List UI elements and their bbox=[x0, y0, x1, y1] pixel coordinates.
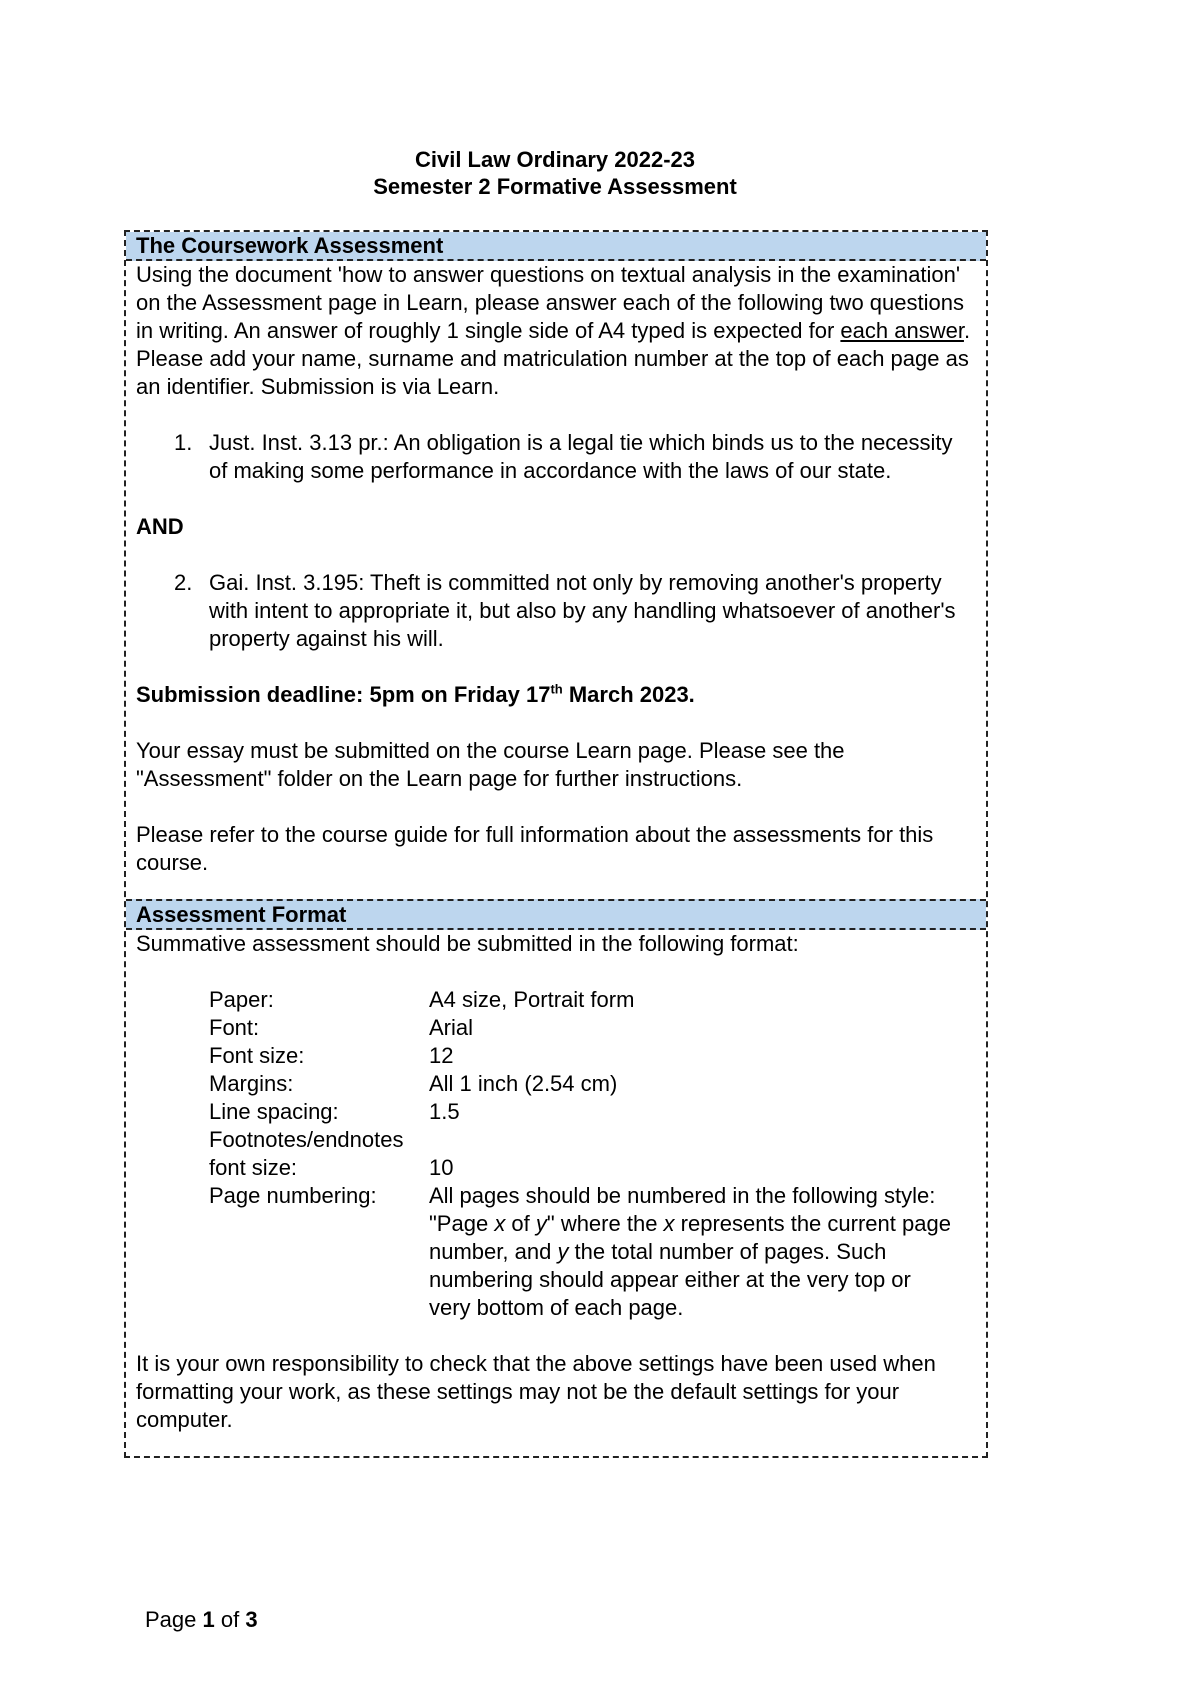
coursework-header: The Coursework Assessment bbox=[126, 232, 986, 261]
intro-text-2: . Please add your name, surname and matriculation number at the top of each page as an identifier. Submission is via Learn. bbox=[136, 318, 971, 399]
format-row bbox=[136, 1098, 976, 1126]
submission-instructions: Your essay must be submitted on the course Learn page. Please see the "Assessment" folder on the Learn page for further instructions. bbox=[136, 738, 845, 791]
pn-text: " where the bbox=[546, 1211, 664, 1236]
pn-text: All pages should be numbered in the following style: "Page bbox=[429, 1183, 936, 1236]
format-label: Line spacing: bbox=[209, 1099, 339, 1124]
responsibility-note: It is your own responsibility to check that the above settings have been used when formatting your work, as these settings may not be the default settings for your computer. bbox=[136, 1351, 936, 1432]
format-label: Font: bbox=[209, 1015, 260, 1040]
intro-underlined: each answer bbox=[840, 318, 964, 343]
format-label: font size: bbox=[209, 1155, 298, 1180]
submission-deadline bbox=[136, 681, 976, 709]
format-row-page-numbering bbox=[136, 1182, 976, 1322]
format-value: 10 bbox=[429, 1155, 454, 1180]
and-label: AND bbox=[136, 514, 184, 539]
page-numbering-value bbox=[429, 1182, 976, 1322]
format-label: Paper: bbox=[209, 987, 274, 1012]
format-body bbox=[126, 930, 986, 1456]
format-value: Arial bbox=[429, 1015, 474, 1040]
deadline-sup: th bbox=[550, 681, 563, 697]
footer-current-page: 1 bbox=[202, 1607, 215, 1632]
deadline-text-1: Submission deadline: 5pm on Friday 17 bbox=[136, 682, 551, 707]
intro-text-1: Using the document 'how to answer questions on textual analysis in the examination' on the Assessment page in Learn, please answer each of the following two questions in writing. An answer of roughly 1 single side of A4 typed is expected for bbox=[136, 262, 964, 343]
pn-y: y bbox=[557, 1239, 569, 1264]
format-label: Font size: bbox=[209, 1043, 305, 1068]
format-header: Assessment Format bbox=[126, 899, 986, 930]
footer-total-pages: 3 bbox=[245, 1607, 258, 1632]
format-value bbox=[403, 1126, 976, 1154]
course-title: Civil Law Ordinary 2022-23 bbox=[414, 147, 696, 172]
format-value: A4 size, Portrait form bbox=[429, 987, 635, 1012]
format-row bbox=[136, 1042, 976, 1070]
document-title bbox=[0, 146, 1110, 200]
question-1-text: Just. Inst. 3.13 pr.: An obligation is a legal tie which binds us to the necessity of making some performance in accordance with the laws of our state. bbox=[209, 430, 953, 483]
question-1-number: 1. bbox=[174, 430, 193, 455]
page-footer bbox=[145, 1606, 258, 1634]
format-label: Footnotes/endnotes bbox=[209, 1127, 404, 1152]
format-row bbox=[136, 1154, 976, 1182]
assessment-table bbox=[124, 230, 988, 1458]
coursework-intro bbox=[136, 261, 976, 401]
question-2 bbox=[136, 569, 976, 653]
question-1 bbox=[136, 429, 976, 485]
pn-x: x bbox=[494, 1211, 506, 1236]
assessment-subtitle: Semester 2 Formative Assessment bbox=[373, 174, 737, 199]
question-2-number: 2. bbox=[174, 570, 193, 595]
format-value: 1.5 bbox=[429, 1099, 460, 1124]
pn-text: the total number of pages. Such numbering should appear either at the very top or very bottom of each page. bbox=[429, 1239, 911, 1320]
question-2-text: Gai. Inst. 3.195: Theft is committed not only by removing another's property with intent to appropriate it, but also by any handling whatsoever of another's property against his will. bbox=[209, 570, 956, 651]
pn-y: y bbox=[535, 1211, 547, 1236]
pn-text: represents the current page number, and bbox=[429, 1211, 951, 1264]
format-label: Page numbering: bbox=[209, 1183, 377, 1208]
footer-of-word: of bbox=[214, 1607, 246, 1632]
format-value: All 1 inch (2.54 cm) bbox=[429, 1071, 618, 1096]
format-row bbox=[136, 1126, 976, 1154]
format-row bbox=[136, 1014, 976, 1042]
coursework-body bbox=[126, 261, 986, 899]
format-row bbox=[136, 1070, 976, 1098]
pn-text: of bbox=[505, 1211, 536, 1236]
footer-page-word: Page bbox=[145, 1607, 203, 1632]
pn-x: x bbox=[663, 1211, 675, 1236]
deadline-text-2: March 2023. bbox=[562, 682, 695, 707]
course-guide-note: Please refer to the course guide for full information about the assessments for this course. bbox=[136, 822, 934, 875]
format-label: Margins: bbox=[209, 1071, 294, 1096]
format-row bbox=[136, 986, 976, 1014]
format-value: 12 bbox=[429, 1043, 454, 1068]
format-intro: Summative assessment should be submitted in the following format: bbox=[136, 931, 799, 956]
